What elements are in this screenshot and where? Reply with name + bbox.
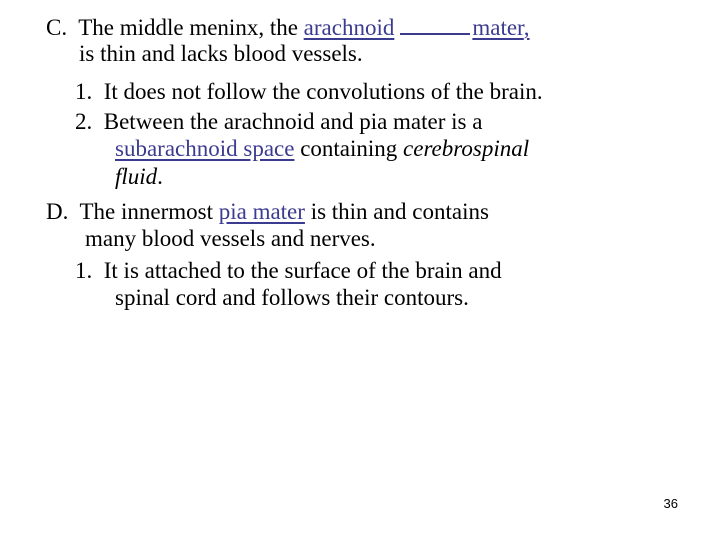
sub-text-mid: containing <box>294 136 404 161</box>
item-d-line-1 <box>46 199 489 225</box>
fill-in-blank <box>400 15 470 35</box>
sub-marker: 2. <box>75 109 93 134</box>
term-cerebrospinal: cerebrospinal <box>403 136 530 161</box>
item-c-line-2: is thin and lacks blood vessels. <box>79 41 363 66</box>
sub-text: It does not follow the convolutions of the brain. <box>103 79 543 104</box>
item-d-sub-1-line-1 <box>75 258 502 284</box>
item-d-marker: D. <box>46 199 69 224</box>
term-comma: , <box>523 15 530 40</box>
item-c-marker: C. <box>46 15 68 40</box>
item-c-sub-2-line-1 <box>75 109 482 135</box>
term-subarachnoid-space[interactable]: subarachnoid space <box>115 136 295 161</box>
sub-marker: 1. <box>75 79 93 104</box>
sub-text: Between the arachnoid and pia mater is a <box>103 109 483 134</box>
term-fluid: fluid <box>115 164 158 189</box>
item-c-line-1 <box>46 15 530 41</box>
term-arachnoid[interactable]: arachnoid <box>303 15 395 40</box>
page-number: 36 <box>663 496 678 511</box>
item-d-sub-1-line-2: spinal cord and follows their contours. <box>115 285 469 310</box>
item-c-intro: The middle meninx, the <box>78 15 304 40</box>
item-c-sub-2-line-3 <box>115 164 163 190</box>
item-c-sub-2-line-2 <box>115 136 529 162</box>
term-pia-mater[interactable]: pia mater <box>218 199 305 224</box>
term-mater[interactable]: mater <box>472 15 524 40</box>
sub-text: It is attached to the surface of the brain and <box>103 258 502 283</box>
sub-marker: 1. <box>75 258 93 283</box>
item-d-rest: is thin and contains <box>304 199 489 224</box>
item-c-sub-1 <box>75 79 543 105</box>
item-d-line-2: many blood vessels and nerves. <box>85 226 376 251</box>
period: . <box>157 164 163 189</box>
item-d-intro: The innermost <box>79 199 219 224</box>
